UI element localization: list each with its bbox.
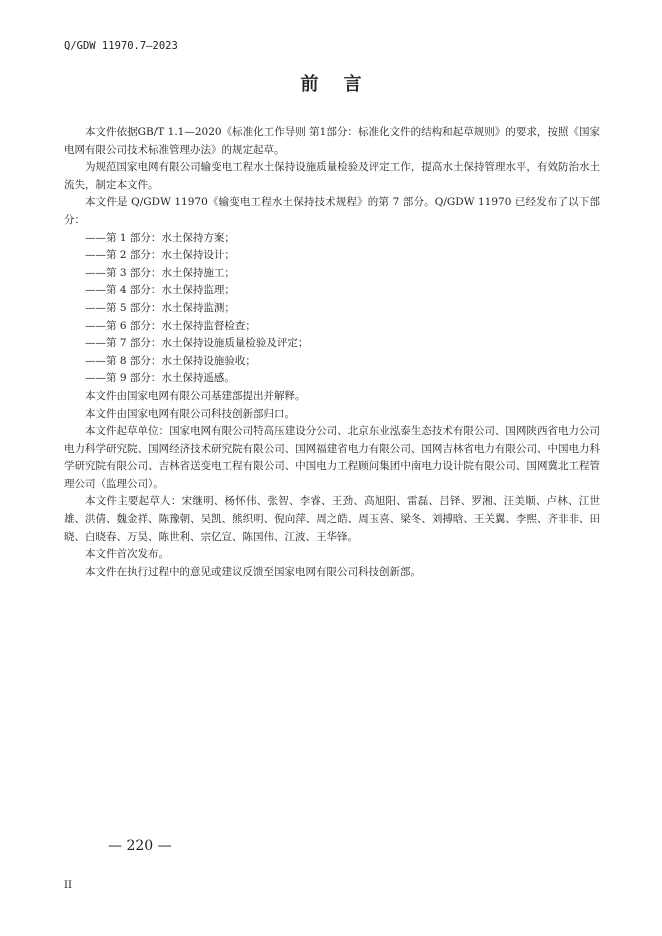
paragraph-purpose: 为规范国家电网有限公司输变电工程水土保持设施质量检验及评定工作，提高水土保持管理水平，有效防治水土流失，制定本文件。 [64,161,600,191]
list-item: ——第 6 部分：水土保持监督检查； [85,319,256,332]
page-number: — 220 — [108,838,172,854]
foreword-body [64,124,600,581]
list-item: ——第 7 部分：水土保持设施质量检验及评定； [85,337,309,350]
list-item: ——第 5 部分：水土保持监测； [85,301,235,314]
list-item: ——第 1 部分：水土保持方案； [85,231,235,244]
document-number: Q/GDW 11970.7—2023 [64,40,178,52]
list-item: ——第 8 部分：水土保持设施验收； [85,354,256,367]
paragraph-first-release: 本文件首次发布。 [85,548,169,561]
list-item: ——第 4 部分：水土保持监理； [85,284,235,297]
list-item: ——第 9 部分：水土保持遥感。 [85,372,235,385]
paragraph-basis: 本文件依据GB/T 1.1—2020《标准化工作导则 第1部分：标准化文件的结构和起草规则》的要求，按照《国家电网有限公司技术标准管理办法》的规定起草。 [64,126,600,156]
paragraph-drafters: 本文件主要起草人：宋继明、杨怀伟、张智、李睿、王劲、高旭阳、雷磊、吕铎、罗湘、汪美顺、卢林、江世雄、洪倩、魏金祥、陈豫朝、吴凯、熊织明、倪向萍、周之皓、周玉喜、梁冬、刘搏晗、王关翼、李熙、齐非非、田晓、白晓春、万昊、陈世利、宗亿宣、陈国伟、江波、王华锋。 [64,495,600,543]
list-item: ——第 3 部分：水土保持施工； [85,266,235,279]
list-item: ——第 2 部分：水土保持设计； [85,249,235,262]
paragraph-drafting-units: 本文件起草单位：国家电网有限公司特高压建设分公司、北京东业泓泰生态技术有限公司、国网陕西省电力公司电力科学研究院、国网经济技术研究院有限公司、国网福建省电力有限公司、国网吉林省电力有限公司、中国电力科学研究院有限公司、吉林省送变电工程有限公司、中国电力工程顾问集团中南电力设计院有限公司、国网冀北工程管理公司（监理公司）。 [64,425,600,490]
paragraph-series: 本文件是 Q/GDW 11970《输变电工程水土保持技术规程》的第 7 部分。Q/GDW 11970 已经发布了以下部分： [64,196,600,226]
paragraph-proposer: 本文件由国家电网有限公司基建部提出并解释。 [85,389,306,402]
paragraph-governing: 本文件由国家电网有限公司科技创新部归口。 [85,407,295,420]
paragraph-feedback: 本文件在执行过程中的意见或建议反馈至国家电网有限公司科技创新部。 [85,565,421,578]
page-title: 前 言 [300,74,362,95]
roman-page-number: II [64,880,72,891]
